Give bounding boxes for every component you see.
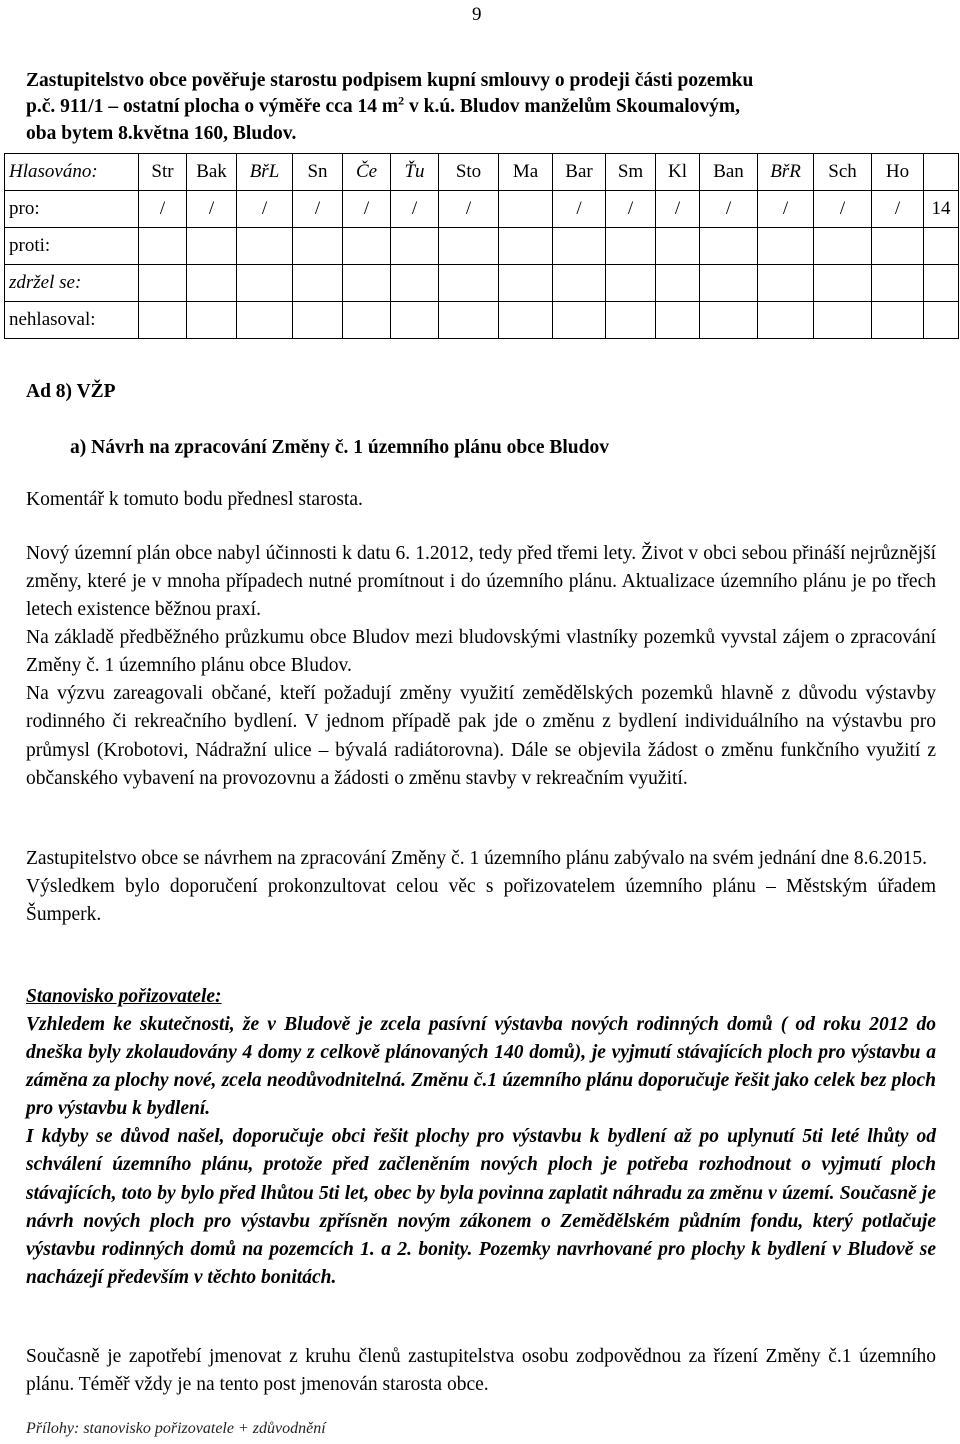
member-abbrev: Str [139, 154, 187, 191]
vote-cell [872, 265, 924, 302]
vote-cell [924, 302, 959, 339]
vote-header-row [5, 154, 959, 191]
vote-cell [139, 228, 187, 265]
vote-row-label: pro: [5, 191, 139, 228]
member-abbrev: Sch [814, 154, 872, 191]
vote-cell [814, 302, 872, 339]
member-abbrev [924, 154, 959, 191]
vote-cell [758, 302, 814, 339]
stanovisko-paragraph: I kdyby se důvod našel, doporučuje obci řešit plochy pro výstavbu k bydlení až po uplynutí 5ti leté lhůty od schválení územního plánu, protože před začleněním nových ploch je potřeba rozhodnout o vyjmutí ploch stávajících, toto by bylo před lhůtou 5ti let, obec by byla povinna zaplatit náhradu za změnu v území. Současně je návrh nových ploch pro výstavbu zpřísněn novým zákonem o Zemědělském půdním fondu, který potlačuje výstavbu rodinných domů na pozemcích 1. a 2. bonity. Pozemky navrhované pro plochy k bydlení v Bludově se nacházejí především v těchto bonitách. [26, 1126, 936, 1288]
vote-row-label: zdržel se: [5, 265, 139, 302]
explanation-sentence: Na výzvu zareagovali občané, kteří požadují změny využití zemědělských pozemků hlavně z důvodu výstavby rodinného či rekreačního bydlení. V jednom případě pak jde o změnu z bydlení individuálního na výstavbu pro průmysl (Krobotovi, Nádražní ulice – bývalá radiátorovna). Dále se objevila žádost o změnu funkčního využití z občanského vybavení na provozovnu a žádosti o změnu stavby v rekreačním využití. [26, 683, 936, 789]
resolution-line-2: p.č. 911/1 – ostatní plocha o výměře cca 14 $m^2$ v k.ú. Bludov manželům Skoumalovým, [26, 93, 740, 118]
vote-cell [439, 302, 499, 339]
vote-row-label: nehlasoval: [5, 302, 139, 339]
vote-header-label: Hlasováno: [5, 154, 139, 191]
member-abbrev: BřL [237, 154, 293, 191]
member-abbrev: Bak [187, 154, 237, 191]
member-abbrev: BřR [758, 154, 814, 191]
vote-cell [924, 228, 959, 265]
vote-cell [499, 265, 553, 302]
attachments-note: Přílohy: stanovisko pořizovatele + zdůvodnění [26, 1420, 326, 1437]
vote-cell [924, 265, 959, 302]
resolution-text [26, 68, 936, 147]
member-abbrev: Ťu [391, 154, 439, 191]
vote-row [5, 191, 959, 228]
member-abbrev: Sn [293, 154, 343, 191]
vote-cell [656, 228, 700, 265]
member-abbrev: Ma [499, 154, 553, 191]
vote-cell [391, 302, 439, 339]
vote-cell [700, 228, 758, 265]
agenda-subitem-heading: a) Návrh na zpracování Změny č. 1 územního plánu obce Bludov [70, 437, 610, 458]
vote-cell [814, 265, 872, 302]
vote-cell: / [700, 191, 758, 228]
council-sentence: Zastupitelstvo obce se návrhem na zpracování Změny č. 1 územního plánu zabývalo na svém jednání dne 8.6.2015. [26, 848, 928, 869]
council-paragraph [26, 845, 936, 929]
member-abbrev: Bar [553, 154, 606, 191]
vote-cell [391, 228, 439, 265]
vote-cell [391, 265, 439, 302]
page-number: 9 [472, 4, 482, 25]
vote-cell: / [343, 191, 391, 228]
vote-row-label: proti: [5, 228, 139, 265]
vote-cell [656, 265, 700, 302]
stanovisko-section [26, 983, 936, 1292]
vote-cell [343, 302, 391, 339]
stanovisko-paragraph: Vzhledem ke skutečnosti, že v Bludově je zcela pasívní výstavba nových rodinných domů ( od roku 2012 do dneška byly zkolaudovány 4 domy z celkově plánovaných 140 domů), je vyjmutí stávajících ploch pro výstavbu a záměna za plochy nové, zcela neodůvodnitelná. Změnu č.1 územního plánu doporučuje řešit jako celek bez ploch pro výstavbu k bydlení. [26, 1014, 936, 1120]
member-abbrev: Ho [872, 154, 924, 191]
vote-cell [656, 302, 700, 339]
vote-cell: / [187, 191, 237, 228]
vote-cell: / [293, 191, 343, 228]
vote-cell [814, 228, 872, 265]
vote-cell [758, 265, 814, 302]
vote-cell [139, 302, 187, 339]
vote-cell [439, 228, 499, 265]
vote-cell: / [814, 191, 872, 228]
vote-cell [700, 302, 758, 339]
vote-cell: / [237, 191, 293, 228]
vote-cell [872, 302, 924, 339]
vote-cell [187, 265, 237, 302]
vote-cell [499, 228, 553, 265]
member-abbrev: Če [343, 154, 391, 191]
vote-cell [293, 265, 343, 302]
vote-cell: 14 [924, 191, 959, 228]
vote-cell [237, 302, 293, 339]
explanation-paragraph [26, 540, 936, 793]
vote-cell [553, 302, 606, 339]
member-abbrev: Kl [656, 154, 700, 191]
vote-cell [139, 265, 187, 302]
resolution-line-1: Zastupitelstvo obce pověřuje starostu podpisem kupní smlouvy o prodeji části pozemku [26, 70, 754, 91]
vote-cell [237, 228, 293, 265]
vote-cell [499, 191, 553, 228]
vote-cell [293, 228, 343, 265]
vote-cell: / [606, 191, 656, 228]
vote-cell: / [139, 191, 187, 228]
vote-cell [343, 228, 391, 265]
vote-cell [606, 265, 656, 302]
vote-cell: / [758, 191, 814, 228]
vote-cell [499, 302, 553, 339]
vote-row [5, 228, 959, 265]
explanation-sentence: Na základě předběžného průzkumu obce Bludov mezi bludovskými vlastníky pozemků vyvstal zájem o zpracování Změny č. 1 územního plánu obce Bludov. [26, 627, 936, 677]
vote-cell: / [391, 191, 439, 228]
vote-cell: / [656, 191, 700, 228]
council-sentence: Výsledkem bylo doporučení prokonzultovat celou věc s pořizovatelem územního plánu – Městským úřadem Šumperk. [26, 876, 936, 926]
vote-cell [553, 228, 606, 265]
comment-line: Komentář k tomuto bodu přednesl starosta. [26, 489, 363, 510]
closing-paragraph: Současně je zapotřebí jmenovat z kruhu členů zastupitelstva osobu zodpovědnou za řízení Změny č.1 územního plánu. Téměř vždy je na tento post jmenován starosta obce. [26, 1346, 936, 1396]
explanation-sentence: Nový územní plán obce nabyl účinnosti k datu 6. 1.2012, tedy před třemi lety. Život v obci sebou přináší nejrůznější změny, které je v mnoha případech nutné promítnout i do územního plánu. Aktualizace územního plánu je po třech letech existence běžnou praxí. [26, 543, 936, 621]
vote-cell [700, 265, 758, 302]
vote-cell [553, 265, 606, 302]
vote-cell [439, 265, 499, 302]
agenda-item-heading: Ad 8) VŽP [26, 381, 116, 402]
vote-cell [293, 302, 343, 339]
vote-table [4, 153, 959, 339]
vote-cell: / [872, 191, 924, 228]
vote-cell: / [439, 191, 499, 228]
vote-row [5, 302, 959, 339]
vote-cell [758, 228, 814, 265]
member-abbrev: Ban [700, 154, 758, 191]
member-abbrev: Sto [439, 154, 499, 191]
vote-cell [187, 228, 237, 265]
vote-cell [606, 302, 656, 339]
vote-cell: / [553, 191, 606, 228]
vote-cell [187, 302, 237, 339]
vote-row [5, 265, 959, 302]
vote-cell [872, 228, 924, 265]
stanovisko-heading: Stanovisko pořizovatele: [26, 986, 222, 1007]
member-abbrev: Sm [606, 154, 656, 191]
resolution-line-3: oba bytem 8.května 160, Bludov. [26, 122, 297, 144]
vote-cell [237, 265, 293, 302]
vote-cell [606, 228, 656, 265]
vote-cell [343, 265, 391, 302]
